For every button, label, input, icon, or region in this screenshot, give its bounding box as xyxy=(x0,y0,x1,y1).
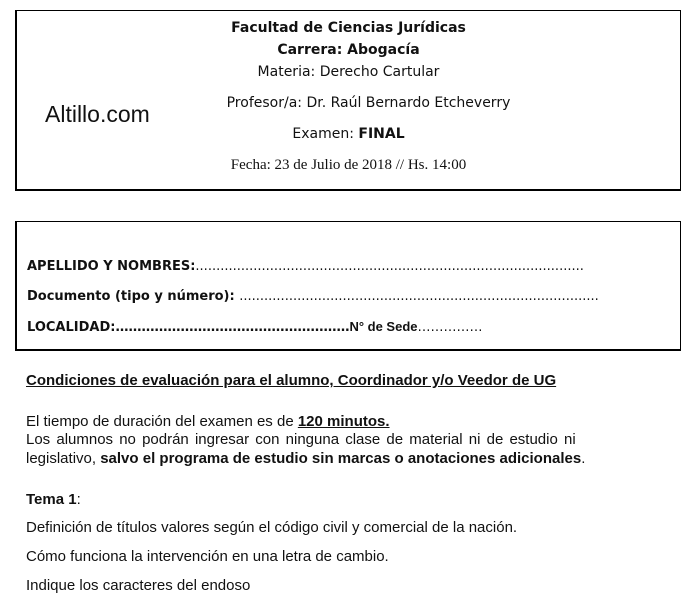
rules-line-1: Los alumnos no podrán ingresar con ninguna clase de material ni de estudio ni xyxy=(26,431,576,448)
conditions-title: Condiciones de evaluación para el alumno, Coordinador y/o Veedor de UG xyxy=(26,372,557,389)
tema-colon: : xyxy=(76,491,81,508)
duration-line xyxy=(26,413,390,430)
rules-end: . xyxy=(581,450,586,467)
name-dots: .............................................................................................. xyxy=(195,259,584,274)
exam-value: FINAL xyxy=(358,126,405,142)
document-dots: ....................................................................................... xyxy=(239,289,599,304)
tema-heading xyxy=(26,491,81,508)
rules-line-2 xyxy=(26,450,585,467)
exam-label: Examen: xyxy=(292,126,359,142)
subject-line: Materia: Derecho Cartular xyxy=(257,64,440,80)
locality-label: LOCALIDAD: xyxy=(27,320,116,335)
tema-title: Tema 1 xyxy=(26,491,77,508)
name-field[interactable] xyxy=(27,259,584,274)
question-3: Indique los caracteres del endoso xyxy=(26,577,251,594)
question-2: Cómo funciona la intervención en una letra de cambio. xyxy=(26,548,389,565)
exam-header-box xyxy=(15,10,681,191)
locality-dots: ……………………………………………… xyxy=(115,320,350,335)
document-field[interactable] xyxy=(27,289,599,304)
rules-text: legislativo, xyxy=(26,450,101,467)
career-title: Carrera: Abogacía xyxy=(277,42,420,58)
sede-label: N° de Sede xyxy=(349,319,418,334)
altillo-logo: Altillo.com xyxy=(45,101,150,127)
rules-exception: salvo el programa de estudio sin marcas o anotaciones adicionales xyxy=(100,450,582,467)
locality-field[interactable] xyxy=(27,319,483,335)
sede-dots: …………… xyxy=(417,320,483,335)
name-label: APELLIDO Y NOMBRES: xyxy=(27,259,196,274)
faculty-title: Facultad de Ciencias Jurídicas xyxy=(231,20,466,36)
duration-value: 120 minutos. xyxy=(297,413,390,430)
date-line: Fecha: 23 de Julio de 2018 // Hs. 14:00 xyxy=(230,157,467,173)
professor-line: Profesor/a: Dr. Raúl Bernardo Etcheverry xyxy=(226,95,511,111)
student-data-box xyxy=(15,221,681,351)
duration-text: El tiempo de duración del examen es de xyxy=(26,413,298,430)
document-label: Documento (tipo y número): xyxy=(27,289,240,304)
question-1: Definición de títulos valores según el código civil y comercial de la nación. xyxy=(26,519,518,536)
exam-line xyxy=(17,126,680,142)
